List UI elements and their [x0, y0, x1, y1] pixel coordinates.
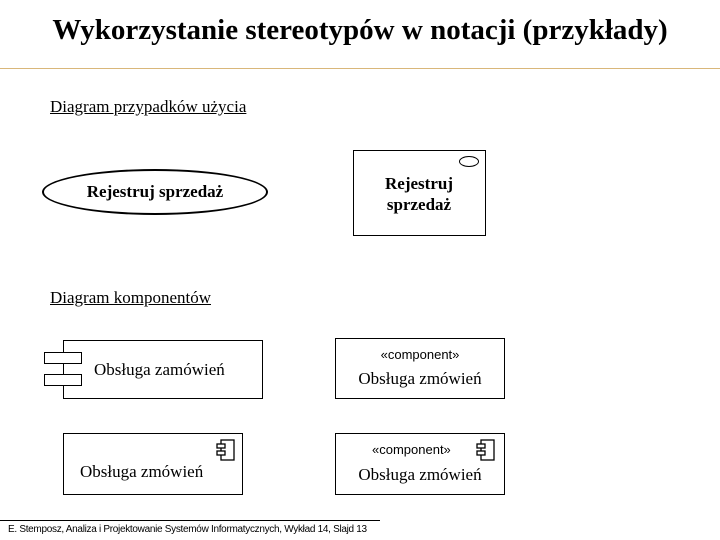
uml1-component-box [63, 340, 263, 399]
icon-component-box [63, 433, 243, 495]
component-icon [216, 439, 236, 461]
slide-title: Wykorzystanie stereotypów w notacji (przykłady) [52, 14, 668, 46]
usecase-ellipse [42, 169, 268, 215]
usecase-ellipse-text: Rejestruj sprzedaż [86, 182, 224, 201]
footer-divider [0, 520, 380, 521]
stereotype-label-1: «component» [380, 347, 460, 362]
stereotype-component-name-1: Obsługa zmówień [358, 369, 482, 388]
stereotype-component-box-2 [335, 433, 505, 495]
usecase-stereotype-box [353, 150, 486, 236]
usecase-section-label: Diagram przypadków użycia [50, 97, 247, 116]
component-icon [476, 439, 496, 461]
stereotype-component-box-1 [335, 338, 505, 399]
component-section-label: Diagram komponentów [50, 288, 211, 307]
usecase-box-text-line1: Rejestruj [385, 174, 453, 193]
component-tab-bottom [44, 374, 82, 386]
stereotype-label-2: «component» [372, 442, 451, 457]
icon-component-name: Obsługa zmówień [80, 462, 204, 481]
usecase-ellipse-icon [459, 156, 479, 167]
usecase-box-text-line2: sprzedaż [386, 195, 452, 214]
component-tab-top [44, 352, 82, 364]
stereotype-component-name-2: Obsługa zmówień [358, 465, 482, 484]
footer-text: E. Stemposz, Analiza i Projektowanie Systemów Informatycznych, Wykład 14, Slajd 13 [8, 524, 367, 535]
usecase-box-text [354, 173, 484, 215]
uml1-component-text: Obsługa zamówień [94, 360, 225, 379]
title-divider [0, 68, 720, 69]
